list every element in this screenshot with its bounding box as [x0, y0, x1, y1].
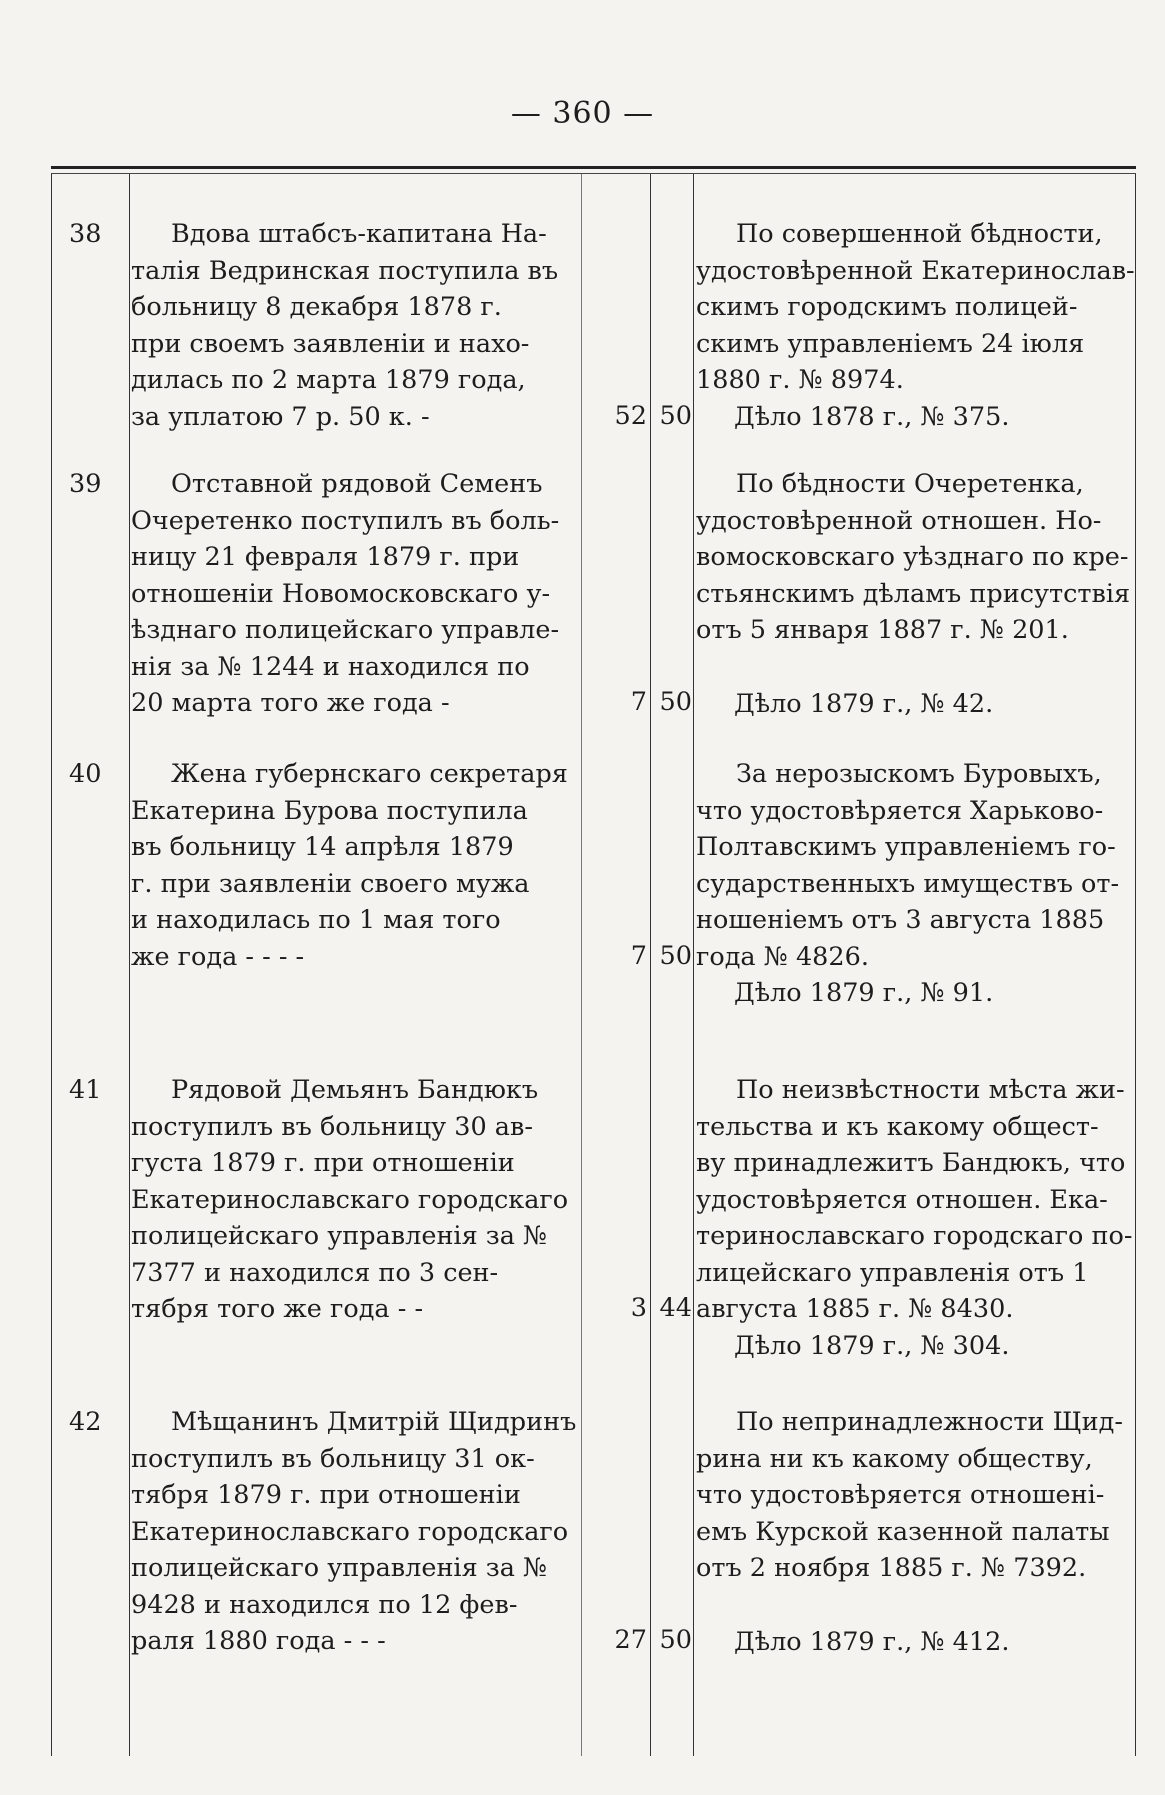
description-line: поступилъ въ больницу 31 ок- [131, 1443, 535, 1474]
reason-line: По неизвѣстности мѣста жи- [736, 1075, 1125, 1105]
reason-line: скимъ городскимъ полицей- [696, 292, 1078, 322]
description-line: поступилъ въ больницу 30 ав- [131, 1111, 533, 1142]
description-line: же года - - - - [131, 941, 305, 972]
entry-reason [696, 466, 1131, 722]
reason-line: По совершенной бѣдности, [736, 219, 1103, 249]
amount-rubles: 7 [630, 941, 647, 971]
file-reference: Дѣло 1879 г., № 412. [734, 1626, 1010, 1657]
reason-line: За нерозыскомъ Буровыхъ, [736, 759, 1102, 789]
description-line: 9428 и находился по 12 фев- [131, 1589, 518, 1620]
reason-line: лицейскаго управленія отъ 1 [696, 1257, 1089, 1288]
file-reference: Дѣло 1879 г., № 42. [734, 688, 994, 719]
reason-line: стьянскимъ дѣламъ присутствія [696, 578, 1131, 609]
reason-line: ву принадлежитъ Бандюкъ, что [696, 1148, 1126, 1178]
page-number: — 360 — [510, 96, 655, 131]
description-line: и находилась по 1 мая того [131, 905, 501, 935]
reason-line: Полтавскимъ управленіемъ го- [696, 832, 1116, 862]
description-line: Екатеринославскаго городскаго [131, 1184, 569, 1215]
reason-line: 1880 г. № 8974. [696, 365, 904, 395]
reason-line: теринославскаго городскаго по- [696, 1221, 1133, 1251]
description-line: за уплатою 7 р. 50 к. - [131, 401, 430, 432]
entry-reason [696, 756, 1131, 1012]
description-line: тября 1879 г. при отношеніи [131, 1480, 521, 1510]
description-line: талія Ведринская поступила въ [131, 255, 559, 286]
number-column-divider [129, 174, 130, 1756]
amount-kopecks: 50 [659, 401, 692, 431]
file-reference: Дѣло 1879 г., № 304. [734, 1330, 1010, 1361]
description-line: Мѣщанинъ Дмитрій Щидринъ [171, 1407, 577, 1437]
reason-line: удостовѣренной отношен. Но- [696, 505, 1102, 536]
description-line: тября того же года - - [131, 1294, 424, 1324]
reason-line: отъ 2 ноября 1885 г. № 7392. [696, 1553, 1087, 1583]
reason-line: По непринадлежности Щид- [736, 1407, 1123, 1437]
entry-number: 40 [69, 759, 102, 789]
ledger-table [51, 166, 1136, 1756]
description-line: густа 1879 г. при отношеніи [131, 1148, 515, 1178]
description-line: отношеніи Новомосковскаго у- [131, 578, 551, 609]
reason-line: что удостовѣряется Харьково- [696, 795, 1104, 826]
description-line: Очеретенко поступилъ въ боль- [131, 505, 560, 536]
description-line: Екатерина Бурова поступила [131, 795, 528, 826]
reason-line: что удостовѣряется отношені- [696, 1480, 1105, 1510]
description-line: при своемъ заявленіи и нахо- [131, 328, 530, 359]
description-line: полицейскаго управленія за № [131, 1221, 548, 1251]
reason-line: удостовѣряется отношен. Ека- [696, 1184, 1108, 1215]
left-border [51, 174, 52, 1756]
kopecks-column-divider [693, 174, 694, 1756]
entry-number: 42 [69, 1407, 102, 1437]
amount-rubles: 27 [614, 1625, 647, 1655]
entry-description [131, 1072, 621, 1328]
top-rule [51, 166, 1136, 169]
entry-number: 41 [69, 1075, 102, 1105]
reason-line: тельства и къ какому общест- [696, 1111, 1099, 1142]
description-line: больницу 8 декабря 1878 г. [131, 292, 502, 322]
entry-description [131, 216, 621, 435]
amount-rubles: 3 [630, 1293, 647, 1323]
description-line: Жена губернскаго секретаря [171, 759, 568, 789]
entry-number: 39 [69, 469, 102, 499]
reason-line: скимъ управленіемъ 24 іюля [696, 328, 1085, 359]
reason-line: отъ 5 января 1887 г. № 201. [696, 615, 1069, 645]
description-line: 7377 и находился по 3 сен- [131, 1257, 499, 1288]
amount-kopecks: 50 [659, 941, 692, 971]
reason-line: ношеніемъ отъ 3 августа 1885 [696, 905, 1105, 935]
entry-reason [696, 1404, 1131, 1660]
entry-description [131, 466, 621, 722]
description-line: нія за № 1244 и находился по [131, 651, 530, 682]
entry-number: 38 [69, 219, 102, 249]
file-reference: Дѣло 1879 г., № 91. [734, 978, 994, 1008]
description-line: Вдова штабсъ-капитана На- [171, 219, 547, 249]
description-line: полицейскаго управленія за № [131, 1553, 548, 1583]
amount-kopecks: 50 [659, 1625, 692, 1655]
description-line: въ больницу 14 апрѣля 1879 [131, 832, 514, 862]
file-reference: Дѣло 1878 г., № 375. [734, 401, 1010, 432]
description-line: г. при заявленіи своего мужа [131, 868, 530, 899]
entry-reason [696, 216, 1135, 435]
description-line: дилась по 2 марта 1879 года, [131, 365, 526, 395]
description-line: Екатеринославскаго городскаго [131, 1516, 569, 1547]
top-rule-thin [51, 173, 1136, 174]
entry-description [131, 1404, 621, 1660]
reason-line: емъ Курской казенной палаты [696, 1516, 1110, 1547]
rubles-column-divider [650, 174, 651, 1756]
description-line: 20 марта того же года - [131, 688, 450, 718]
reason-line: рина ни къ какому обществу, [696, 1443, 1093, 1474]
reason-line: По бѣдности Очеретенка, [736, 469, 1084, 499]
amount-rubles: 7 [630, 687, 647, 717]
reason-line: удостовѣренной Екатеринослав- [696, 255, 1135, 286]
description-line: ницу 21 февраля 1879 г. при [131, 542, 520, 572]
description-line: ѣзднаго полицейскаго управле- [131, 615, 560, 645]
description-line: раля 1880 года - - - [131, 1626, 386, 1656]
amount-rubles: 52 [614, 401, 647, 431]
reason-line: года № 4826. [696, 941, 869, 972]
description-line: Отставной рядовой Семенъ [171, 469, 543, 499]
reason-line: августа 1885 г. № 8430. [696, 1294, 1014, 1324]
reason-line: сударственныхъ имуществъ от- [696, 868, 1120, 899]
entry-description [131, 756, 621, 975]
description-line: Рядовой Демьянъ Бандюкъ [171, 1075, 539, 1105]
right-border [1135, 174, 1136, 1756]
amount-kopecks: 44 [659, 1293, 692, 1323]
amount-kopecks: 50 [659, 687, 692, 717]
entry-reason [696, 1072, 1131, 1364]
reason-line: вомосковскаго уѣзднаго по кре- [696, 542, 1129, 572]
